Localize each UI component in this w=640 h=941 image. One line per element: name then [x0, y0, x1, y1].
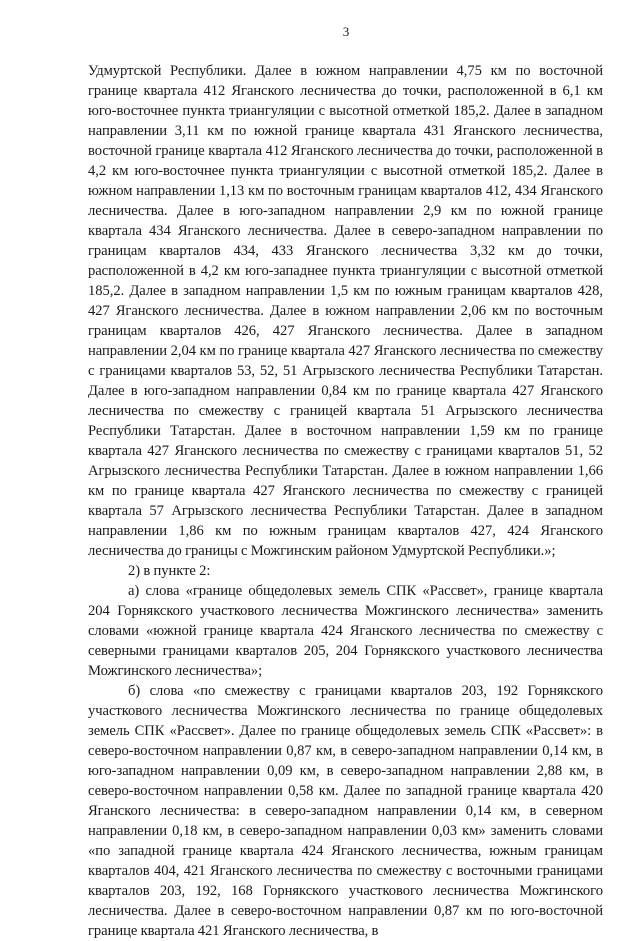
paragraph-subitem-b: б) слова «по смежеству с границами кварталов 203, 192 Горнякского участкового лесничества Можгинского лесничества по границе общедолевых земель СПК «Рассвет». Далее по границе общедолевых земель СПК «Рассвет»: в северо-восточном направлении 0,87 км, в северо-западном направлении 0,14 км, в юго-западном направлении 0,09 км, в северо-западном направлении 2,88 км, в северо-восточном направлении 0,58 км. Далее по западной границе квартала 420 Яганского лесничества: в северо-западном направлении 0,14 км, в северном направлении 0,18 км, в северо-западном направлении 0,03 км» заменить словами «по западной границе квартала 424 Яганского лесничества, южным границам кварталов 404, 421 Яганского лесничества по смежеству с восточными границами кварталов 203, 192, 168 Горнякского участкового лесничества Можгинского лесничества. Далее в северо-восточном направлении 0,87 км по юго-восточной границе квартала 421 Яганского лесничества, в: [88, 683, 603, 939]
page-number: 3: [342, 24, 350, 39]
paragraph-boundary-description: Удмуртской Республики. Далее в южном направлении 4,75 км по восточной границе квартала 412 Яганского лесничества до точки, расположенной в 6,1 км юго-восточнее пункта триангуляции с высотной отметкой 185,2. Далее в западном направлении 3,11 км по южной границе квартала 431 Яганского лесничества, восточной границе квартала 412 Яганского лесничества до точки, расположенной в 4,2 км юго-восточнее пункта триангуляции с высотной отметкой 185,2. Далее в южном направлении 1,13 км по восточным границам кварталов 412, 434 Яганского лесничества. Далее в юго-западном направлении 2,9 км по южной границе квартала 434 Яганского лесничества. Далее в северо-западном направлении по границам кварталов 434, 433 Яганского лесничества 3,32 км до точки, расположенной в 4,2 км юго-западнее пункта триангуляции с высотной отметкой 185,2. Далее в западном направлении 1,5 км по южным границам кварталов 428, 427 Яганского лесничества. Далее в южном направлении 2,06 км по восточным границам кварталов 426, 427 Яганского лесничества. Далее в западном направлении 2,04 км по границе квартала 427 Яганского лесничества по смежеству с границами кварталов 53, 52, 51 Агрызского лесничества Республики Татарстан. Далее в юго-западном направлении 0,84 км по границе квартала 427 Яганского лесничества по смежеству с границей квартала 51 Агрызского лесничества Республики Татарстан. Далее в восточном направлении 1,59 км по границе квартала 427 Яганского лесничества по смежеству с границами кварталов 51, 52 Агрызского лесничества Республики Татарстан. Далее в южном направлении 1,66 км по границе квартала 427 Яганского лесничества по смежеству с границей квартала 57 Агрызского лесничества Республики Татарстан. Далее в западном направлении 1,86 км по южным границам кварталов 427, 424 Яганского лесничества до границы с Можгинским районом Удмуртской Республики.»;: [88, 63, 603, 559]
paragraph-item-2-heading: 2) в пункте 2:: [128, 563, 211, 579]
paragraph-subitem-a: а) слова «границе общедолевых земель СПК «Рассвет», границе квартала 204 Горнякского участкового лесничества Можгинского лесничества» заменить словами «южной границе квартала 424 Яганского лесничества по смежеству с северными границами кварталов 205, 204 Горнякского участкового лесничества Можгинского лесничества»;: [88, 583, 603, 679]
document-body: [88, 61, 603, 941]
